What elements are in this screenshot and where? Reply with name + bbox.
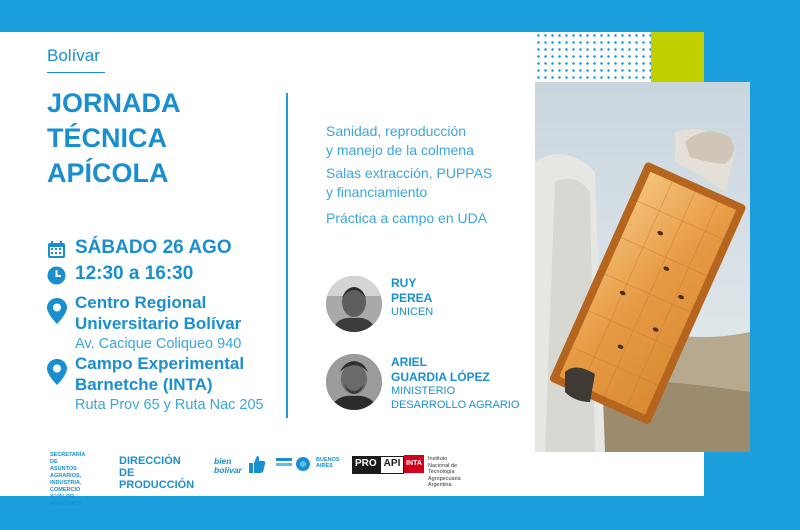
topic-line: y financiamiento: [326, 184, 428, 200]
topic-item: [326, 209, 487, 228]
direccion-produccion-logo: [119, 455, 194, 491]
speaker-org-line: MINISTERIO: [391, 385, 456, 397]
venue-name-line: Campo Experimental: [75, 354, 245, 373]
bien-bolivar-logo: [214, 457, 242, 475]
map-pin-icon: [47, 359, 67, 390]
speaker-name-line: PEREA: [391, 291, 433, 305]
logo-line: Y VALOR AGREGADO: [50, 494, 83, 507]
event-title: [47, 86, 181, 191]
buenos-aires-logo: [316, 457, 340, 469]
logo-line: ASUNTOS AGRARIOS,: [50, 466, 82, 479]
location-underline: [47, 72, 105, 73]
buenos-aires-flag-icon: [276, 454, 316, 479]
speaker-name-line: GUARDIA LÓPEZ: [391, 370, 490, 384]
clock-icon: [47, 266, 66, 290]
location-label: Bolívar: [47, 46, 100, 65]
proapi-right: API: [380, 456, 405, 474]
venue-name-line: Centro Regional: [75, 293, 207, 312]
venue-name-line: Universitario Bolívar: [75, 314, 242, 333]
speaker-org-line: DESARROLLO AGRARIO: [391, 399, 520, 411]
topic-line: Práctica a campo en UDA: [326, 210, 488, 226]
logo-line: bolivar: [214, 465, 242, 475]
map-pin-icon: [47, 298, 67, 329]
venue-address: Ruta Prov 65 y Ruta Nac 205: [75, 397, 264, 413]
avatar: [326, 354, 382, 410]
proapi-left: PRO: [352, 456, 380, 474]
venue-address: Av. Cacique Coliqueo 940: [75, 336, 242, 352]
calendar-icon: [47, 240, 66, 264]
venue-name-line: Barnetche (INTA): [75, 375, 213, 394]
logo-line: AIRES: [316, 463, 333, 469]
topic-line: Sanidad, reproducción: [326, 123, 467, 139]
avatar: [326, 276, 382, 332]
speaker-name: [391, 355, 490, 385]
logo-line: Instituto Nacional de: [428, 456, 458, 469]
logo-line: Argentina: [428, 482, 452, 488]
speaker-org-line: UNICEN: [391, 306, 434, 318]
dot-pattern: [535, 32, 651, 82]
title-line: TÉCNICA: [47, 123, 167, 153]
logo-line: BUENOS: [316, 457, 340, 463]
secretaria-logo: [50, 452, 85, 508]
logo-line: bien: [214, 456, 232, 466]
thumbs-up-icon: [246, 454, 266, 479]
logo-line: Tecnología Agropecuaria: [428, 469, 461, 482]
accent-square: [651, 32, 704, 82]
speaker-org: [391, 384, 519, 412]
title-line: APÍCOLA: [47, 158, 169, 188]
inta-logo-text: [428, 456, 461, 489]
beekeeper-photo: [535, 82, 750, 452]
speaker-name-line: ARIEL: [391, 355, 427, 369]
proapi-logo: [352, 456, 404, 474]
title-line: JORNADA: [47, 88, 181, 118]
logo-line: PRODUCCIÓN: [119, 479, 195, 491]
logo-line: DIRECCIÓN DE: [119, 455, 181, 479]
column-divider: [286, 93, 288, 418]
inta-badge: INTA: [404, 455, 424, 473]
topic-item: [326, 164, 492, 202]
topic-line: Salas extracción, PUPPAS: [326, 165, 493, 181]
logo-line: SECRETARÍA DE: [50, 452, 86, 465]
speaker-name: [391, 276, 432, 306]
logo-line: INDUSTRIA, COMERCIO: [50, 480, 82, 493]
event-time: 12:30 a 16:30: [75, 263, 194, 284]
event-date: SÁBADO 26 AGO: [75, 237, 232, 258]
speaker-name-line: RUY: [391, 276, 417, 290]
topic-item: [326, 122, 474, 160]
topic-line: y manejo de la colmena: [326, 142, 474, 158]
speaker-org: [391, 305, 433, 319]
